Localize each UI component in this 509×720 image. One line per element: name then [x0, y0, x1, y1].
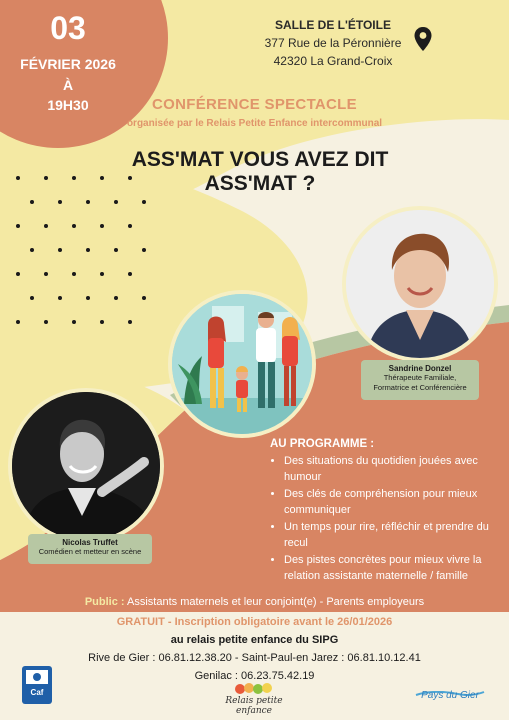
program-item: • Des pistes concrètes pour mieux vivre la relation assistante maternelle / famille [284, 552, 502, 584]
decorative-dot [142, 296, 146, 300]
decorative-dot [142, 248, 146, 252]
program-item: • Des clés de compréhension pour mieux communiquer [284, 486, 502, 518]
decorative-dot [44, 272, 48, 276]
decorative-dot [86, 200, 90, 204]
organizer-line: organisée par le Relais Petite Enfance intercommunal [126, 118, 383, 129]
registration-gratuit: GRATUIT - Inscription obligatoire avant le 26/01/2026 [116, 616, 393, 628]
decorative-dot [72, 272, 76, 276]
decorative-dot [16, 272, 20, 276]
relais-logo-circles [208, 682, 300, 696]
event-at: À [62, 77, 74, 93]
program-item: • Des situations du quotidien jouées avec humour [284, 453, 502, 485]
decorative-dot [30, 248, 34, 252]
venue-city: 42320 La Grand-Croix [273, 54, 393, 68]
speaker-role: Comédien et metteur en scène [38, 547, 142, 556]
decorative-dot [114, 296, 118, 300]
program-list [270, 453, 502, 584]
pays-du-gier-logo [414, 684, 486, 708]
decorative-dot [16, 176, 20, 180]
decorative-dot [128, 272, 132, 276]
decorative-dot [72, 224, 76, 228]
event-time: 19H30 [47, 97, 89, 113]
man-portrait-image [12, 392, 160, 540]
decorative-dot [44, 320, 48, 324]
decorative-dot [86, 248, 90, 252]
decorative-dot [72, 320, 76, 324]
venue-name: SALLE DE L'ÉTOILE [275, 18, 391, 32]
woman-portrait-image [346, 210, 494, 358]
program-item: • Un temps pour rire, réfléchir et prendre du recul [284, 519, 502, 551]
speaker-label-nicolas [28, 534, 152, 564]
decorative-dot [128, 320, 132, 324]
map-pin-icon [413, 26, 433, 52]
program-title: AU PROGRAMME : [270, 438, 375, 450]
caf-logo-image [22, 666, 52, 704]
decorative-dot [100, 224, 104, 228]
venue-block [258, 16, 408, 70]
speaker-photo-nicolas [8, 388, 164, 544]
public-text: Assistants maternels et leur conjoint(e) - Parents employeurs [127, 596, 425, 608]
venue-street: 377 Rue de la Péronnière [264, 36, 402, 50]
relais-logo-text: Relais petite enfance [225, 696, 283, 716]
speaker-label-sandrine [361, 360, 479, 400]
main-title-line2: ASS'MAT ? [204, 172, 316, 195]
decorative-dot [30, 200, 34, 204]
relais-logo [208, 682, 300, 716]
decorative-dot [30, 296, 34, 300]
conference-type: CONFÉRENCE SPECTACLE [152, 96, 357, 113]
caf-logo-text: Caf [30, 688, 44, 697]
phones-line1: Rive de Gier : 06.81.12.38.20 - Saint-Paul-en Jarez : 06.81.10.12.41 [88, 652, 421, 664]
public-label: Public : [84, 596, 125, 608]
decorative-dot [100, 272, 104, 276]
speaker-photo-sandrine [342, 206, 498, 362]
decorative-dot [58, 200, 62, 204]
phones-line2: Genilac : 06.23.75.42.19 [194, 670, 315, 682]
decorative-dot [100, 320, 104, 324]
speaker-name: Nicolas Truffet [62, 538, 118, 547]
registration-where: au relais petite enfance du SIPG [170, 634, 339, 646]
decorative-dot [128, 224, 132, 228]
main-title-line1: ASS'MAT VOUS AVEZ DIT [131, 148, 389, 171]
decorative-dot [86, 296, 90, 300]
decorative-dot [114, 248, 118, 252]
main-title [60, 148, 460, 196]
program-section [270, 436, 502, 585]
decorative-dot [44, 224, 48, 228]
speaker-role: Formatrice et Conférencière [373, 383, 467, 392]
decorative-dot [58, 296, 62, 300]
decorative-dot [142, 200, 146, 204]
speaker-role: Thérapeute Familiale, [383, 373, 457, 382]
caf-logo [22, 666, 52, 704]
decorative-dot [16, 224, 20, 228]
family-illustration [168, 290, 316, 438]
family-illustration-image [172, 294, 312, 434]
decorative-dot [44, 176, 48, 180]
speaker-name: Sandrine Donzel [388, 364, 452, 373]
decorative-dot [16, 320, 20, 324]
event-month-year: FÉVRIER 2026 [20, 56, 116, 72]
decorative-dot [114, 200, 118, 204]
decorative-dot [58, 248, 62, 252]
pays-du-gier-logo-text: Pays du Gier [421, 690, 479, 701]
public-line [0, 596, 509, 608]
event-day: 03 [50, 10, 86, 46]
